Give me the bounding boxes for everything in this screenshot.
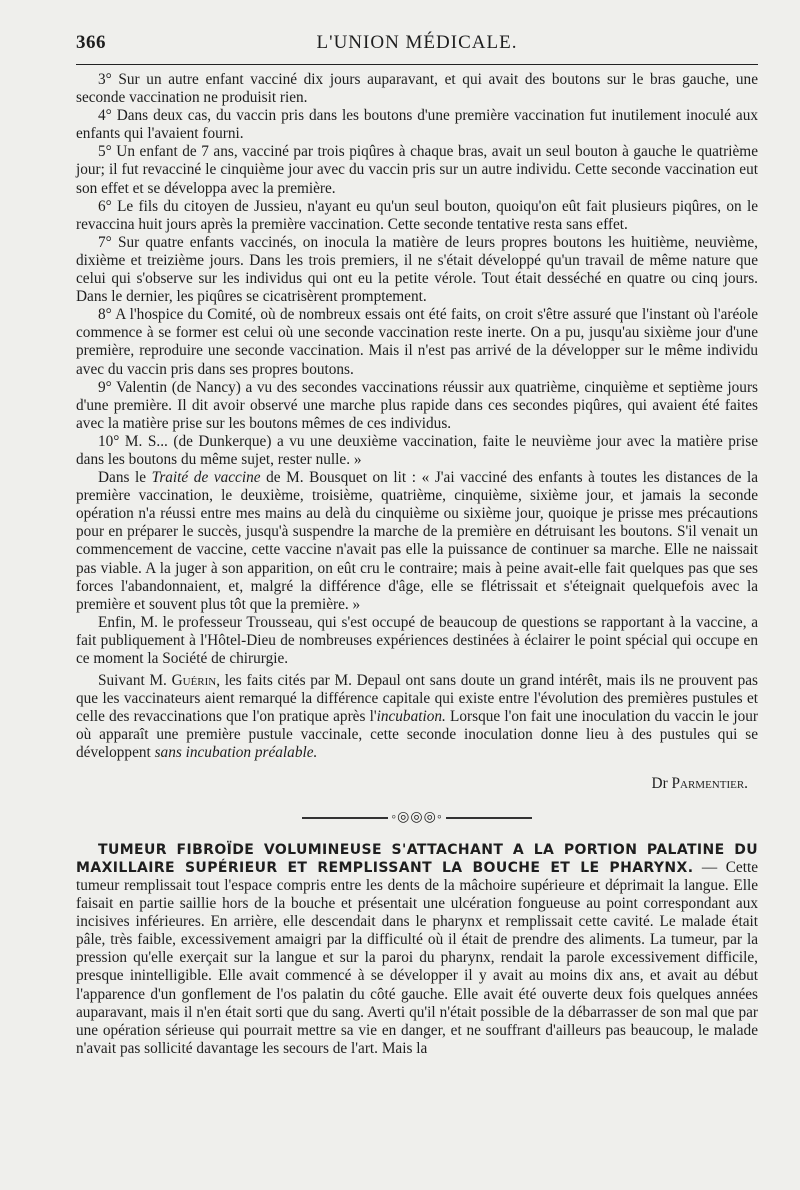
bousquet-lead: Dans le: [98, 469, 152, 487]
article-body: [76, 71, 758, 1058]
section-divider-ornament: [76, 809, 758, 827]
divider-line-right: [446, 817, 532, 819]
section-heading: TUMEUR FIBROÏDE VOLUMINEUSE S'ATTACHANT A LA PORTION PALATINE DU MAXILLAIRE SUPÉRIEUR ET REMPLISSANT LA BOUCHE ET LE PHARYNX.: [76, 841, 758, 876]
signature-name: Parmentier.: [671, 774, 748, 792]
bousquet-quote: de M. Bousquet on lit : « J'ai vacciné des enfants à toutes les distances de la première vaccination, le deuxième, troisième, quatrième, cinquième, sixième jour, et jamais la seconde opération n'a réussi entre mes mains au delà du cinquième ou sixième jour, quoique je prisse mes précautions pour en préparer le succès, jusqu'à suspendre la marche de la première en détruisant les boutons. S'il venait un commencement de vaccine, cette vaccine n'avait pas elle la puissance de continuer sa marche. Elle ne naissait pas viable. A la juger à son apparition, on eût cru le contraire; mais à peine avait-elle fait quelques pas que ses forces l'abandonnaient, et, malgré la différence d'âge, elle se flétrissait et s'éteignait quelquefois avec la première et souvent plus tôt que la première. »: [76, 469, 758, 613]
guerin-text-2: Lorsque l'on fait une inoculation du vaccin le jour où apparaît une première pustule vaccinale, cette seconde inoculation donne lieu à des pustules qui se développent: [76, 708, 759, 762]
tumeur-text: — Cette tumeur remplissait tout l'espace compris entre les dents de la mâchoire supérieure et déprimait la langue. Elle faisait en partie saillie hors de la bouche et présentait une ulcération fongueuse au point correspondant aux incisives inférieures. En arrière, elle descendait dans le pharynx et remplissait cette cavité. Le malade était pâle, très faible, excessivement amaigri par la difficulté où il était de prendre des aliments. La tumeur, par la pression qu'elle exerçait sur la langue et sur la paroi du pharynx, rendait la parole excessivement difficile, presque inintelligible. Elle avait commencé à se développer il y avait au moins dix ans, et avait au début l'apparence d'un gonflement de l'os palatin du côté gauche. Elle avait été ouverte deux fois quelques années auparavant, mais il n'en était sorti que du sang. Averti qu'il n'était possible de la débarrasser de son mal que par une opération sérieuse qui pourrait mettre sa vie en danger, et ne souffrant d'ailleurs pas beaucoup, le malade n'avait pas sollicité davantage les secours de l'art. Mais la: [76, 858, 758, 1057]
guerin-paragraph: [76, 672, 758, 762]
page-number: 366: [76, 32, 106, 53]
paragraph-item-4: 4° Dans deux cas, du vaccin pris dans les boutons d'une première vaccination fut inutilement inoculé aux enfants qui l'avaient fourni.: [76, 107, 758, 143]
page-header: [76, 26, 758, 56]
paragraph-item-7: 7° Sur quatre enfants vaccinés, on inocula la matière de leurs propres boutons les huitième, neuvième, dixième et treizième jours. Dans les trois premiers, il ne s'était développé qu'un travail de même nature que celui qui s'observe sur les individus qui ont eu la petite vérole. Tout était desséché en quatre ou cinq jours. Dans le dernier, les piqûres se cicatrisèrent promptement.: [76, 233, 758, 306]
divider-line-left: [302, 817, 388, 819]
paragraph-item-6: 6° Le fils du citoyen de Jussieu, n'ayant eu qu'un seul bouton, quoiqu'on eût fait plusieurs piqûres, on le revaccina huit jours après la première vaccination. Cette seconde tentative resta sans effet.: [76, 197, 758, 233]
guerin-lead: Suivant M.: [98, 672, 172, 690]
paragraph-item-8: 8° A l'hospice du Comité, où de nombreux essais ont été faits, on croit s'être assuré que l'instant où l'aréole commence à se former est celui où une seconde vaccination reste inerte. On a pu, jusqu'au sixième jour d'une première, reproduire une seconde vaccination. Mais il n'est pas arrivé de la développer sur le même individu avec du vaccin pris dans ses propres boutons.: [76, 306, 758, 378]
paragraph-item-3: 3° Sur un autre enfant vacciné dix jours auparavant, et qui avait des boutons sur le bras gauche, une seconde vaccination ne produisit rien.: [76, 71, 758, 107]
header-rule: [76, 64, 758, 65]
signature-prefix: Dr: [651, 774, 672, 792]
guerin-text-1: , les faits cités par M. Depaul ont sans doute un grand intérêt, mais ils ne prouvent pas que les vaccinateurs aient remarqué la différence capitale qui existe entre l'évolution des premières pustules et celle des revaccinations que l'on pratique après l': [76, 672, 758, 726]
trousseau-paragraph: Enfin, M. le professeur Trousseau, qui s'est occupé de beaucoup de questions se rapportant à la vaccine, a fait publiquement à l'Hôtel-Dieu de nombreuses expériences destinées à éclairer le point spécial qui occupe en ce moment la Société de chirurgie.: [76, 613, 758, 667]
guerin-emphasis-2: sans incubation préalable.: [154, 744, 318, 762]
paragraph-item-5: 5° Un enfant de 7 ans, vacciné par trois piqûres à chaque bras, avait un seul bouton à gauche le quatrième jour; il fut revacciné le cinquième jour avec du vaccin pris sur un autre individu. Cette seconde vaccination eut son effet et se développa avec la première.: [76, 143, 758, 197]
paragraph-item-9: 9° Valentin (de Nancy) a vu des secondes vaccinations réussir aux quatrième, cinquième et septième jours d'une première. Il dit avoir observé une marche plus rapide dans ces secondes piqûres, qui avaient été faites avec la matière prise sur les boutons mêmes de ces individus.: [76, 378, 758, 432]
book-title: Traité de vaccine: [151, 469, 261, 487]
paragraph-item-10: 10° M. S... (de Dunkerque) a vu une deuxième vaccination, faite le neuvième jour avec la matière prise dans les boutons du même sujet, rester nulle. »: [76, 432, 758, 468]
bousquet-quote-paragraph: [76, 469, 758, 614]
tumeur-paragraph: [76, 841, 758, 1058]
running-title: L'UNION MÉDICALE.: [316, 32, 518, 53]
author-signature: [76, 775, 748, 793]
divider-flourish-icon: ◦◎◎◎◦: [391, 809, 443, 825]
author-name-guerin: Guérin: [171, 672, 217, 690]
guerin-emphasis-1: incubation.: [376, 708, 446, 726]
